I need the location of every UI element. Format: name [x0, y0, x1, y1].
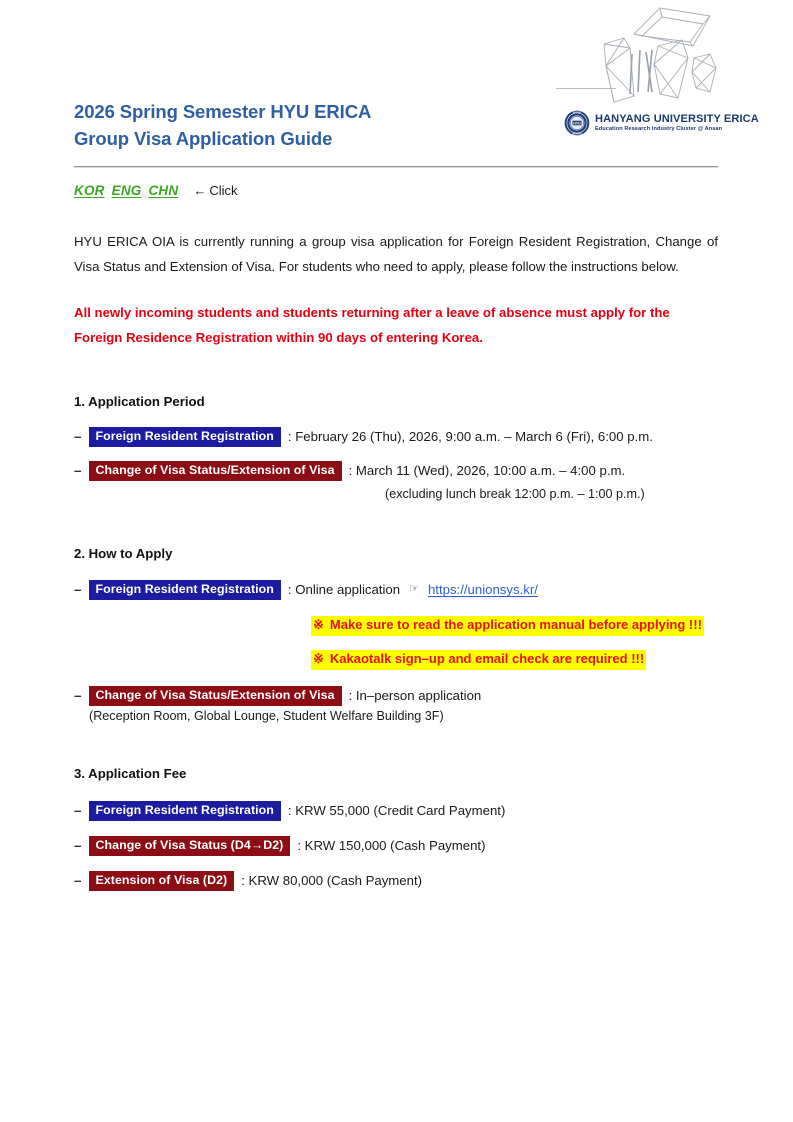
badge-foreign-resident-registration: Foreign Resident Registration [89, 801, 281, 821]
click-hint-label: Click [209, 183, 238, 198]
bullet-dash: – [74, 803, 82, 819]
campus-sculpture-wireframe-icon [590, 6, 722, 106]
reference-mark-icon: ※ [313, 651, 324, 666]
badge-change-visa-status-extension: Change of Visa Status/Extension of Visa [89, 461, 342, 481]
logo-wordmark-title: HANYANG UNIVERSITY ERICA [595, 112, 759, 125]
section-heading-how-to-apply: 2. How to Apply [74, 546, 173, 561]
fee-row-extension-of-visa [74, 871, 422, 891]
section-heading-application-period: 1. Application Period [74, 394, 205, 409]
page-title [74, 98, 594, 153]
svg-text:HANYANG: HANYANG [573, 112, 581, 114]
badge-foreign-resident-registration: Foreign Resident Registration [89, 427, 281, 447]
warning-paragraph [74, 300, 718, 350]
period-foreign-resident-registration-text: : February 26 (Thu), 2026, 9:00 a.m. – March 6 (Fri), 6:00 p.m. [287, 429, 653, 445]
reference-mark-icon: ※ [313, 617, 324, 632]
bullet-dash: – [74, 463, 82, 479]
intro-paragraph: HYU ERICA OIA is currently running a group visa application for Foreign Resident Registration, Change of Visa Status and Extension of Visa. For students who need to apply, please follow the instructions below. [74, 234, 718, 275]
notice-read-manual [311, 616, 704, 636]
apply-online-application-text: : Online application [287, 582, 401, 598]
apply-row-change-extension [74, 686, 481, 706]
fee-row-foreign-resident-registration [74, 801, 505, 821]
pointing-hand-icon: ☞ [409, 583, 419, 596]
language-link-chn[interactable]: CHN [148, 183, 179, 198]
lunch-break-note: (excluding lunch break 12:00 p.m. – 1:00 p.m.) [385, 487, 645, 501]
badge-change-visa-status-d4-d2: Change of Visa Status (D4→D2) [89, 836, 291, 856]
badge-extension-of-visa-d2: Extension of Visa (D2) [89, 871, 235, 891]
apply-in-person-text: : In–person application [348, 688, 482, 704]
fee-change-visa-status-text: : KRW 150,000 (Cash Payment) [297, 838, 486, 854]
notice-kakaotalk-signup-text: Kakaotalk sign–up and email check are required !!! [329, 651, 645, 666]
section-heading-application-fee: 3. Application Fee [74, 766, 187, 781]
bullet-dash: – [74, 873, 82, 889]
fee-foreign-resident-registration-text: : KRW 55,000 (Credit Card Payment) [287, 803, 506, 819]
bullet-dash: – [74, 429, 82, 445]
badge-foreign-resident-registration: Foreign Resident Registration [89, 580, 281, 600]
header-divider [74, 166, 718, 168]
warning-line-1: All newly incoming students and students returning after a leave of absence must apply for the [74, 305, 670, 320]
apply-row-foreign-resident-registration [74, 580, 538, 600]
bullet-dash: – [74, 582, 82, 598]
period-row-change-extension [74, 461, 625, 481]
page-title-line-1: 2026 Spring Semester HYU ERICA [74, 101, 372, 122]
logo-tagline: Education Research Industry Cluster @ Ansan [595, 125, 723, 132]
language-selector [74, 183, 238, 198]
notice-kakaotalk-signup [311, 650, 646, 670]
period-row-foreign-resident-registration [74, 427, 653, 447]
click-hint [193, 183, 237, 198]
language-link-eng[interactable]: ENG [111, 183, 142, 198]
page-title-line-2: Group Visa Application Guide [74, 128, 333, 150]
bullet-dash: – [74, 688, 82, 704]
fee-row-change-visa-status [74, 836, 485, 856]
in-person-location-note: (Reception Room, Global Lounge, Student Welfare Building 3F) [89, 709, 444, 723]
badge-change-visa-status-extension: Change of Visa Status/Extension of Visa [89, 686, 342, 706]
svg-text:UNIVERSITY: UNIVERSITY [572, 134, 582, 136]
notice-read-manual-text: Make sure to read the application manual before applying !!! [329, 617, 702, 632]
fee-extension-of-visa-text: : KRW 80,000 (Cash Payment) [241, 873, 423, 889]
svg-text:HYU: HYU [573, 121, 581, 126]
left-arrow-icon: ← [193, 183, 207, 198]
language-link-kor[interactable]: KOR [74, 183, 105, 198]
period-change-extension-text: : March 11 (Wed), 2026, 10:00 a.m. – 4:00 p.m. [348, 463, 626, 479]
bullet-dash: – [74, 838, 82, 854]
unionsys-url-link[interactable]: https://unionsys.kr/ [427, 582, 538, 598]
warning-line-2: Foreign Residence Registration within 90 days of entering Korea. [74, 330, 483, 345]
